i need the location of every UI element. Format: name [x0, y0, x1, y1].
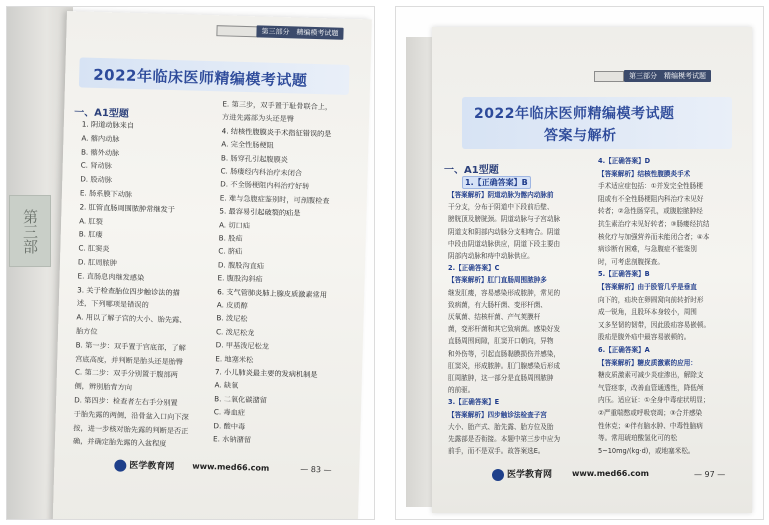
text-line: 股疝是腹外疝中最容易嵌顿的。 [598, 333, 691, 342]
text-line: E. 腹股沟斜疝 [217, 273, 263, 284]
text-line: C. 肠瘘经内科治疗未闭合 [220, 166, 303, 178]
text-line: B. 髂外动脉 [80, 147, 120, 158]
text-line: 阴部内动脉和痔中动脉供应。 [448, 252, 534, 260]
text-line: A. 切口疝 [218, 219, 251, 230]
running-head: 第三部分 精编模考试题 [256, 25, 343, 39]
text-line: 抗生素治疗未见好转者；③肠瘘经抗结 [598, 220, 710, 228]
text-line: A. 髂内动脉 [81, 133, 120, 144]
text-line: 气管痉挛，改善血管通透性，降低颅 [598, 383, 704, 392]
text-line: 继发肛瘘，容易感染形成脓肿，常见的 [448, 288, 561, 297]
spine-label: 第三部 [9, 195, 51, 267]
right-book-page [432, 27, 752, 513]
text-line: 和外伤等，引起直肠黏膜损伤并感染， [448, 349, 561, 358]
text-line: 转者；②急性肠穿孔，或腹腔脓肿经 [598, 207, 703, 216]
text-line: ②严重喘憋或呼吸衰竭；③合并感染 [598, 409, 703, 417]
text-line: 3.【正确答案】E [448, 398, 500, 407]
right-page-photo [395, 6, 764, 520]
footer-logo [492, 467, 552, 481]
text-line: B. 肛瘘 [78, 229, 103, 240]
text-line: D. 腹股沟直疝 [217, 260, 265, 271]
text-line: 病诊断有困难，与急腹症不能鉴别 [598, 245, 697, 254]
text-line: 3. 关于检查胎位四步触诊法的描 [77, 284, 180, 297]
section-heading: 一、A1型题 [74, 107, 129, 120]
text-line: 致病菌，有大肠杆菌、变形杆菌、 [448, 300, 547, 309]
text-line: 的前驱。 [448, 386, 475, 395]
text-line: 肛周脓肿，这一部分是直肠周围脓肿 [448, 374, 554, 382]
text-line: E. 地塞米松 [215, 353, 254, 364]
text-line: 【答案解析】肛门直肠周围脓肿多 [448, 276, 547, 285]
running-head-box [594, 71, 624, 82]
text-line: 菌，变形杆菌和其它致病菌。感染好发 [448, 325, 561, 334]
text-line: 【答案解析】四步触诊法检查子宫 [448, 410, 547, 419]
text-line: 5. 最容易引起破裂的疝是 [219, 206, 301, 218]
text-line: A. 完全性肠梗阻 [221, 139, 274, 151]
text-line: D. 不全肠梗阻内科治疗好转 [220, 179, 310, 192]
text-line: B. 泼尼松 [216, 313, 248, 324]
footer-logo-text: 医学教育网 [507, 470, 553, 480]
text-line: 糖皮质激素可减少炎症渗出，解除支 [598, 371, 704, 380]
text-line: E. 肠系膜下动脉 [79, 188, 133, 199]
page-number: — 97 — [694, 470, 726, 479]
text-line: B. 肠穿孔引起腹膜炎 [220, 152, 289, 164]
text-line: A. 缺氧 [214, 380, 239, 391]
logo-icon [492, 469, 504, 481]
text-line: A. 用以了解子宫的大小、胎先露、 [76, 312, 187, 325]
text-line: 肛窦炎，形成脓肿。肛门腺感染后形成 [448, 361, 561, 370]
text-line: 前手，而不是双手。故答案选E。 [448, 447, 545, 456]
page-title: 2022年临床医师精编模考试题 [92, 65, 308, 90]
text-line: 阴道支和阴部内动脉分支相吻合。阴道 [448, 227, 561, 236]
text-line: D. 股动脉 [80, 174, 113, 185]
text-line: D. 酸中毒 [213, 420, 246, 431]
text-line: 等。常用琥珀酸氢化可的松 [598, 434, 678, 443]
text-line: 方进先露部为头还是臀 [221, 112, 295, 124]
text-line: 直肠周围间隙，肛窦开口朝向，异物 [448, 337, 554, 346]
footer-logo [114, 458, 174, 473]
text-line: 2. 肛管直肠周围脓肿常继发于 [79, 202, 176, 214]
text-line: 确，并确定胎先露的入盆程度 [72, 436, 167, 449]
text-line: C. 泼尼松龙 [215, 327, 255, 338]
text-line: 阻或有不全性肠梗阻内科治疗未见好 [598, 194, 704, 203]
text-line: B. 二氧化碳潴留 [214, 394, 267, 405]
text-line: 【答案解析】糖皮质激素的应用： [598, 358, 697, 367]
text-line: 按，进一步核对胎先露的判断是否正 [73, 422, 189, 436]
text-line: C. 肾动脉 [80, 160, 112, 171]
left-book-page [52, 11, 371, 520]
text-line: 6. 支气管肺炎肺上腺皮质激素常用 [217, 286, 328, 299]
answer-label-text: 1.【正确答案】B [462, 176, 531, 189]
text-line: 先露部是否衔接。本题中第三步中应为 [448, 435, 561, 443]
text-line: 大小、胎产式、胎先露、胎方位及胎 [448, 422, 554, 431]
section-heading: 一、A1型题 [444, 165, 499, 176]
text-line: 向下的，疝块在卵圆窝向前转折时形 [598, 295, 704, 304]
text-line: E. 第三步，双手置于耻骨联合上， [222, 99, 333, 112]
text-line: 膀胱顶及膀胱颈。阴道动脉与子宫动脉 [448, 215, 561, 224]
answer-label [462, 176, 531, 189]
running-head: 第三部分 精编模考试题 [624, 70, 711, 82]
text-line: A. 皮质醇 [216, 300, 248, 311]
footer-url: www.med66.com [192, 461, 270, 473]
text-line: 4. 结核性腹膜炎手术指征错误的是 [221, 126, 332, 139]
text-line: 成一锐角，且股环本身较小，周围 [598, 308, 697, 317]
text-line: 【答案解析】由于股管几乎是垂直 [598, 283, 697, 291]
page-title: 2022年临床医师精编模考试题 [474, 106, 675, 122]
text-line: 手术适应症包括：①并发完全性肠梗 [598, 182, 703, 191]
text-line: 述，下列哪项是错误的 [76, 298, 149, 310]
text-line: 内压。适应证：①全身中毒症状明显； [598, 396, 710, 405]
text-line: 干分支，分布于阴道中下段前后壁、 [448, 203, 554, 212]
text-line: 【答案解析】阴道动脉为髂内动脉前 [448, 191, 554, 199]
text-line: 于胎先露的两侧，沿骨盆入口向下深 [73, 409, 189, 422]
text-line: D. 甲基泼尼松龙 [215, 340, 270, 351]
text-line: C. 第二步：双手分别置于腹部两 [74, 367, 179, 380]
text-line: E. 直肠息肉继发感染 [77, 271, 145, 283]
text-line: 5~10mg/(kg·d)，或地塞米松。 [598, 446, 695, 455]
text-line: D. 第四步：检查者左右手分别置 [74, 395, 178, 408]
footer-url: www.med66.com [572, 469, 649, 478]
text-line: 厌氧菌、结核杆菌、产气荚膜杆 [448, 313, 541, 321]
text-line: 时，可考虑剖腹探查。 [598, 257, 664, 266]
text-line: 胎方位 [75, 326, 98, 336]
text-line: C. 脐疝 [218, 246, 243, 257]
text-line: 5.【正确答案】B [598, 270, 650, 279]
text-line: 中段由阴道动脉供应，阴道下段主要由 [448, 239, 561, 248]
text-line: D. 肛周脓肿 [77, 257, 117, 268]
text-line: C. 毒血症 [213, 407, 246, 418]
running-head-box [216, 25, 258, 37]
text-line: E. 难与急腹症鉴别时，可剖腹检查 [219, 193, 330, 206]
text-line: 性休克；④伴有脑水肿、中毒性脑病 [598, 421, 703, 430]
text-line: 1. 阴道动脉来自 [81, 119, 135, 130]
text-line: 2.【正确答案】C [448, 264, 500, 273]
text-line: 又多坚韧的韧带，因此股疝容易嵌顿。 [598, 320, 711, 329]
left-page-photo [6, 6, 375, 520]
page-subtitle: 答案与解析 [544, 128, 617, 144]
text-line: 侧，辨别胎背方向 [74, 381, 133, 393]
text-line: 核化疗与加强营养而未能闭合者；④本 [598, 232, 710, 241]
text-line: B. 股疝 [218, 233, 243, 243]
text-line: E. 水钠潴留 [212, 434, 252, 445]
text-line: 【答案解析】结核性腹膜炎手术 [598, 169, 691, 178]
text-line: B. 第一步：双手置于宫底部，了解 [75, 340, 186, 353]
text-line: 7. 小儿肺炎最主要的发病机制是 [214, 367, 318, 380]
text-line: A. 肛裂 [79, 216, 104, 226]
text-line: 4.【正确答案】D [598, 157, 651, 165]
logo-icon [114, 459, 126, 471]
text-line: C. 肛窦炎 [78, 243, 110, 254]
text-line: 宫底高度，并判断是胎头还是胎臀 [75, 353, 184, 366]
text-line: 6.【正确答案】A [598, 346, 650, 354]
footer-logo-text: 医学教育网 [129, 460, 175, 473]
page-number: — 83 — [300, 464, 332, 475]
